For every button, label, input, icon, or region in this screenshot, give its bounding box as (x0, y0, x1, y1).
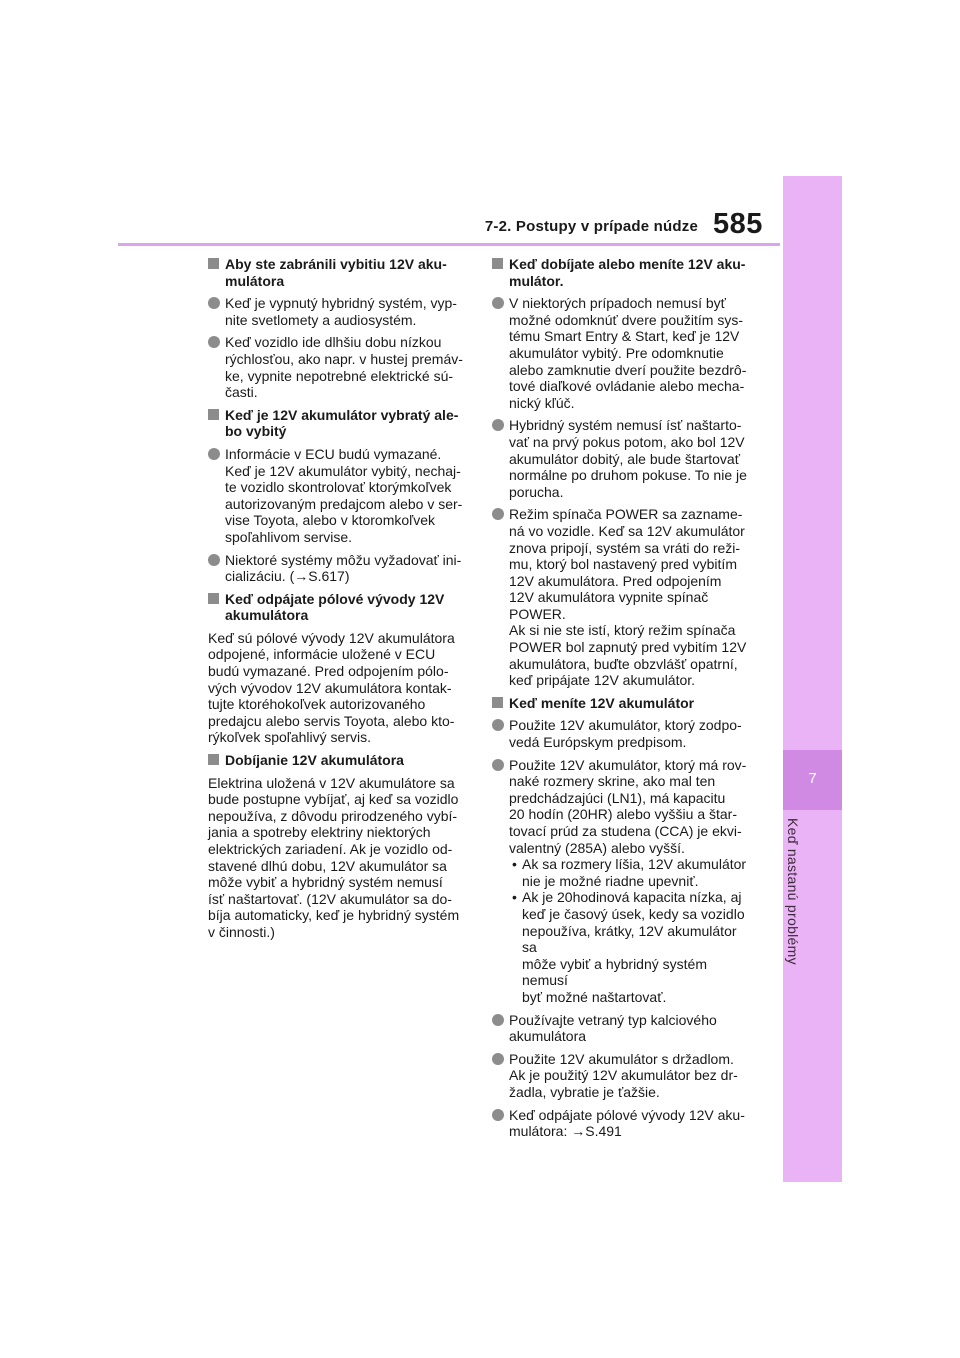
circle-bullet-icon (492, 1014, 504, 1026)
bullet-text: Hybridný systém nemusí ísť naštarto- vať na prvý pokus potom, ako bol 12V akumulátor dobitý, ale bude štartovať normálne po druhom pokuse. To nie je porucha. (509, 417, 747, 500)
bullet-text: Použite 12V akumulátor, ktorý zodpo- vedá Európskym predpisom. (509, 717, 742, 751)
bullet-item (492, 1051, 754, 1101)
circle-bullet-icon (492, 719, 504, 731)
heading-recharging (208, 752, 470, 769)
bullet-text: Keď vozidlo ide dlhšiu dobu nízkou rýchlosťou, ako napr. v hustej premáv- ke, vypnite nepotrebné elektrické sú- časti. (225, 334, 463, 401)
circle-bullet-icon (492, 297, 504, 309)
heading-text: Aby ste zabránili vybitiu 12V aku- mulátora (225, 256, 447, 289)
heading-recharging-or-replacing (492, 256, 754, 289)
circle-bullet-icon (208, 448, 220, 460)
bullet-item (492, 717, 754, 750)
bullet-text: Keď odpájate pólové vývody 12V aku- mulátora: →S.491 (509, 1106, 745, 1140)
bullet-text: Použite 12V akumulátor s držadlom. Ak je použitý 12V akumulátor bez dr- žadla, vybratie je ťažšie. (509, 1050, 738, 1100)
sub-bullet-item (509, 856, 754, 889)
heading-text: Keď dobíjate alebo meníte 12V aku- mulátor. (509, 256, 746, 289)
sub-bullet-marker: • (512, 856, 517, 873)
sub-bullet-marker: • (512, 889, 517, 906)
bullet-text: Používajte vetraný typ kalciového akumulátora (509, 1011, 717, 1045)
heading-text: Keď je 12V akumulátor vybratý ale- bo vybitý (225, 406, 459, 440)
circle-bullet-icon (492, 759, 504, 771)
right-column (492, 256, 754, 1146)
bullet-item (208, 552, 470, 585)
square-bullet-icon (208, 754, 219, 765)
bullet-text: Niektoré systémy môžu vyžadovať ini- cializáciu. (→S.617) (225, 551, 462, 585)
bullet-item (492, 295, 754, 411)
page-number: 585 (713, 208, 763, 240)
sub-bullet-text: Ak je 20hodinová kapacita nízka, aj keď je časový úsek, kedy sa vozidlo nepoužíva, krátky, 12V akumulátor sa môže vybiť a hybridný systém nemusí byť možné naštartovať. (522, 889, 745, 1005)
circle-bullet-icon (208, 554, 220, 566)
bullet-item (492, 757, 754, 1006)
left-column (208, 256, 470, 947)
circle-bullet-icon (208, 297, 220, 309)
bullet-item (492, 1107, 754, 1140)
square-bullet-icon (208, 409, 219, 420)
sub-bullet-text: Ak sa rozmery líšia, 12V akumulátor nie je možné riadne upevniť. (522, 856, 747, 889)
circle-bullet-icon (492, 1053, 504, 1065)
chapter-label: Keď nastanú problémy (785, 818, 801, 965)
bullet-item (492, 1012, 754, 1045)
circle-bullet-icon (492, 508, 504, 520)
header-rule (118, 243, 780, 246)
bullet-text: V niektorých prípadoch nemusí byť možné odomknúť dvere použitím sys- tému Smart Entry & Start, keď je 12V akumulátor vybitý. Pre odomknutie alebo zamknutie dverí použite bezdrô- tové diaľkové ovládanie alebo mecha- nický kľúč. (509, 295, 747, 411)
section-title: 7-2. Postupy v prípade núdze (484, 218, 698, 235)
circle-bullet-icon (208, 336, 220, 348)
chapter-number: 7 (808, 770, 817, 787)
bullet-item (208, 334, 470, 400)
bullet-text: Keď je vypnutý hybridný systém, vyp- nite svetlomety a audiosystém. (225, 295, 457, 328)
bullet-item (492, 506, 754, 689)
bullet-text: Režim spínača POWER sa zazname- ná vo vozidle. Keď sa 12V akumulátor znova pripojí, systém sa vráti do reži- mu, ktorý bol nastavený pred vybitím 12V akumulátora. Pred odpojením 12V akumulátora vypnite spínač POWER. Ak si nie ste istí, ktorý režim spínača POWER bol zapnutý pred vybitím 12V akumulátora, buďte obzvlášť opatrní, keď pripájate 12V akumulátor. (509, 506, 747, 689)
bullet-item (208, 446, 470, 546)
paragraph: Elektrina uložená v 12V akumulátore sa bude postupne vybíjať, aj keď sa vozidlo nepoužíva, z dôvodu prirodzeného vybí- jania a spotreby elektriny niektorých elektrických zariadení. Ak je vozidlo od- stavené dlhú dobu, 12V akumulátor sa môže vybiť a hybridný systém nemusí ísť naštartovať. (12V akumulátor sa do- bíja automaticky, keď je hybridný systém v činnosti.) (208, 774, 460, 940)
chapter-side-tab (783, 176, 842, 1182)
bullet-text: Informácie v ECU budú vymazané. Keď je 12V akumulátor vybitý, nechaj- te vozidlo skontrolovať ktorýmkoľvek autorizovaným predajcom alebo v ser- vise Toyota, alebo v ktoromkoľvek spoľahlivom servise. (225, 445, 463, 545)
paragraph: Keď sú pólové vývody 12V akumulátora odpojené, informácie uložené v ECU budú vymazané. Pred odpojením pólo- vých vývodov 12V akumulátora kontak- tujte ktoréhokoľvek autorizovaného predajcu alebo servis Toyota, alebo kto- rýkoľvek spoľahlivý servis. (208, 629, 455, 746)
heading-text: Dobíjanie 12V akumulátora (225, 752, 404, 769)
square-bullet-icon (492, 697, 503, 708)
circle-bullet-icon (492, 1109, 504, 1121)
heading-prevent-discharge (208, 256, 470, 289)
bullet-text: Použite 12V akumulátor, ktorý má rov- naké rozmery skrine, ako mal ten predchádzajúci (LN1), má kapacitu 20 hodín (20HR) alebo vyššiu a štar- tovací prúd za studena (CCA) je ekvi- valentný (285A) alebo vyšší. (509, 756, 747, 856)
square-bullet-icon (208, 258, 219, 269)
heading-removed-or-discharged (208, 407, 470, 440)
bullet-item (492, 417, 754, 500)
heading-text: Keď meníte 12V akumulátor (509, 694, 695, 711)
square-bullet-icon (492, 258, 503, 269)
heading-text: Keď odpájate pólové vývody 12V akumulátora (225, 590, 445, 624)
sub-bullet-item (509, 889, 754, 1005)
heading-replacing (492, 695, 754, 712)
square-bullet-icon (208, 593, 219, 604)
bullet-item (208, 295, 470, 328)
circle-bullet-icon (492, 419, 504, 431)
heading-disconnecting-terminals (208, 591, 470, 624)
